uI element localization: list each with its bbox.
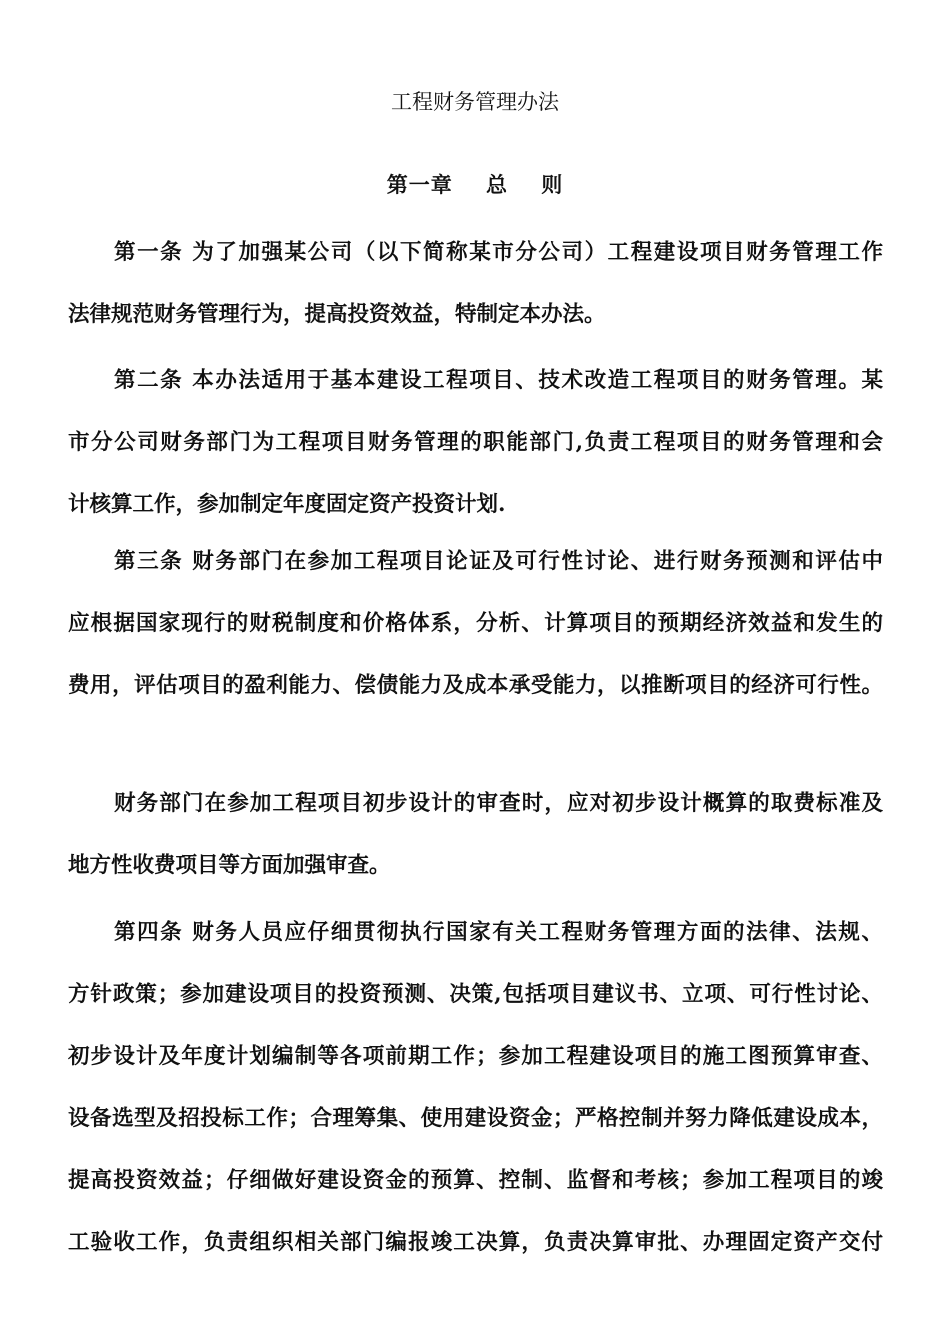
- paragraph-line: 提高投资效益；仔细做好建设资金的预算、控制、监督和考核；参加工程项目的竣: [68, 1168, 883, 1193]
- article-1-paragraph: [68, 222, 883, 346]
- paragraph-line: 第三条 财务部门在参加工程项目论证及可行性讨论、进行财务预测和评估中: [114, 549, 883, 574]
- article-3-paragraph: [68, 531, 883, 717]
- paragraph-line: 计核算工作，参加制定年度固定资产投资计划.: [68, 492, 506, 517]
- paragraph-line: 工验收工作，负责组织相关部门编报竣工决算，负责决算审批、办理固定资产交付: [68, 1230, 883, 1255]
- paragraph-line: 第二条 本办法适用于基本建设工程项目、技术改造工程项目的财务管理。某: [114, 368, 883, 393]
- paragraph-line: 第一条 为了加强某公司（以下简称某市分公司）工程建设项目财务管理工作: [114, 240, 883, 265]
- review-paragraph: [68, 773, 883, 897]
- article-2-paragraph: [68, 350, 883, 536]
- paragraph-line: 市分公司财务部门为工程项目财务管理的职能部门,负责工程项目的财务管理和会: [68, 430, 883, 455]
- paragraph-line: 费用，评估项目的盈利能力、偿债能力及成本承受能力，以推断项目的经济可行性。: [68, 673, 883, 698]
- document-title: 工程财务管理办法: [391, 90, 559, 114]
- paragraph-line: 第四条 财务人员应仔细贯彻执行国家有关工程财务管理方面的法律、法规、: [114, 920, 883, 945]
- paragraph-line: 法律规范财务管理行为，提高投资效益，特制定本办法。: [68, 302, 606, 327]
- paragraph-line: 设备选型及招投标工作；合理筹集、使用建设资金；严格控制并努力降低建设成本，: [68, 1106, 883, 1131]
- paragraph-line: 初步设计及年度计划编制等各项前期工作；参加工程建设项目的施工图预算审查、: [68, 1044, 883, 1069]
- chapter-title: 第一章 总 则: [386, 172, 564, 197]
- article-4-paragraph: [68, 902, 883, 1274]
- paragraph-line: 地方性收费项目等方面加强审查。: [68, 853, 391, 878]
- paragraph-line: 应根据国家现行的财税制度和价格体系，分析、计算项目的预期经济效益和发生的: [68, 611, 883, 636]
- paragraph-line: 财务部门在参加工程项目初步设计的审查时，应对初步设计概算的取费标准及: [114, 791, 883, 816]
- paragraph-line: 方针政策；参加建设项目的投资预测、决策,包括项目建议书、立项、可行性讨论、: [68, 982, 883, 1007]
